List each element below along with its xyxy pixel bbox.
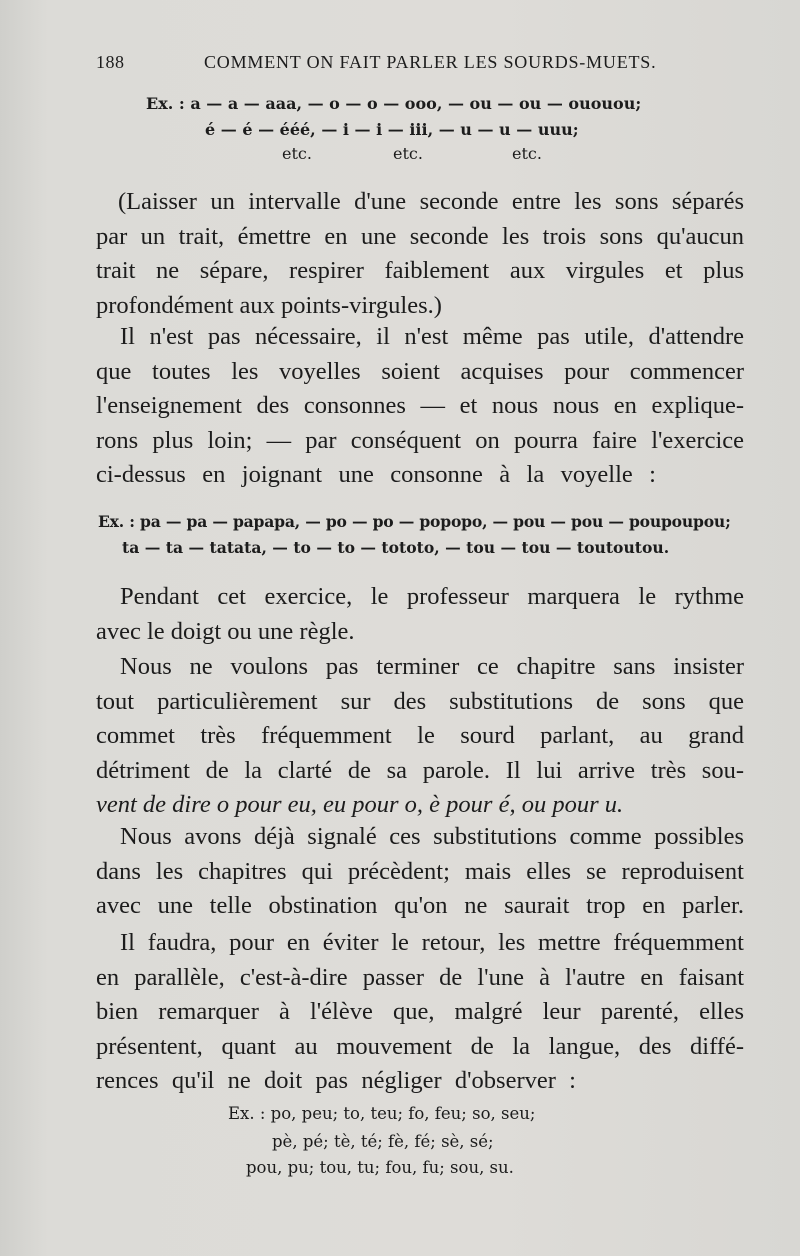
text-line: que toutes les voyelles soient acquises pour commencer <box>96 357 744 385</box>
example-etc: etc. <box>512 144 542 163</box>
example-etc: etc. <box>282 144 312 163</box>
text-line: avec le doigt ou une règle. <box>96 617 355 645</box>
text-line: détriment de la clarté de sa parole. Il lui arrive très sou- <box>96 756 744 784</box>
example-line: Ex. : pa — pa — papapa, — po — po — popopo, — pou — pou — poupoupou; <box>98 512 731 531</box>
text-line: commet très fréquemment le sourd parlant, au grand <box>96 722 744 749</box>
text-line: avec une telle obstination qu'on ne saurait trop en parler. <box>96 892 744 919</box>
example-line: pè, pé; tè, té; fè, fé; sè, sé; <box>272 1132 494 1151</box>
example-etc: etc. <box>393 144 423 163</box>
text-line: Il n'est pas nécessaire, il n'est même pas utile, d'attendre <box>120 323 744 350</box>
text-line: en parallèle, c'est-à-dire passer de l'une à l'autre en faisant <box>96 963 744 991</box>
text-line: vent de dire o pour eu, eu pour o, è pour é, ou pour u. <box>96 791 624 818</box>
text-line: Nous ne voulons pas terminer ce chapitre sans insister <box>120 653 744 680</box>
paragraph-obstination <box>96 820 744 924</box>
text-line: présentent, quant au mouvement de la langue, des diffé- <box>96 1032 744 1060</box>
text-line: Il faudra, pour en éviter le retour, les mettre fréquemment <box>120 929 744 956</box>
page-number: 188 <box>96 52 125 72</box>
example-line: pou, pu; tou, tu; fou, fu; sou, su. <box>246 1158 514 1177</box>
text-line: dans les chapitres qui précèdent; mais elles se reproduisent <box>96 857 744 885</box>
example-line: ta — ta — tatata, — to — to — tototo, — tou — tou — toutoutou. <box>122 538 670 557</box>
text-line: tout particulièrement sur des substitutions de sons que <box>96 687 744 715</box>
running-title: COMMENT ON FAIT PARLER LES SOURDS-MUETS. <box>204 52 657 72</box>
text-line: l'enseignement des consonnes — et nous nous en explique- <box>96 392 744 419</box>
paragraph-consonnes <box>96 320 744 493</box>
text-line: (Laisser un intervalle d'une seconde entre les sons séparés <box>118 188 744 215</box>
text-line: rences qu'il ne doit pas négliger d'observer : <box>96 1067 576 1094</box>
text-line: profondément aux points-virgules.) <box>96 291 442 319</box>
text-line: par un trait, émettre en une seconde les trois sons qu'aucun <box>96 222 744 250</box>
paragraph-instructions <box>96 185 744 323</box>
example-line: Ex. : po, peu; to, teu; fo, feu; so, seu; <box>228 1104 536 1123</box>
text-line: Nous avons déjà signalé ces substitutions comme possibles <box>120 823 744 850</box>
example-line: é — é — ééé, — i — i — iii, — u — u — uuu; <box>205 120 579 139</box>
text-line: Pendant cet exercice, le professeur marquera le rythme <box>120 583 744 610</box>
paragraph-parallele <box>96 926 744 1099</box>
text-line: rons plus loin; — par conséquent on pourra faire l'exercice <box>96 426 744 454</box>
text-line: trait ne sépare, respirer faiblement aux virgules et plus <box>96 257 744 284</box>
text-line: bien remarquer à l'élève que, malgré leur parenté, elles <box>96 998 744 1025</box>
paragraph-rythme <box>96 580 744 649</box>
paragraph-substitutions <box>96 650 744 823</box>
text-line: ci-dessus en joignant une consonne à la voyelle : <box>96 461 656 488</box>
example-line: Ex. : a — a — aaa, — o — o — ooo, — ou — ou — ououou; <box>146 94 642 113</box>
